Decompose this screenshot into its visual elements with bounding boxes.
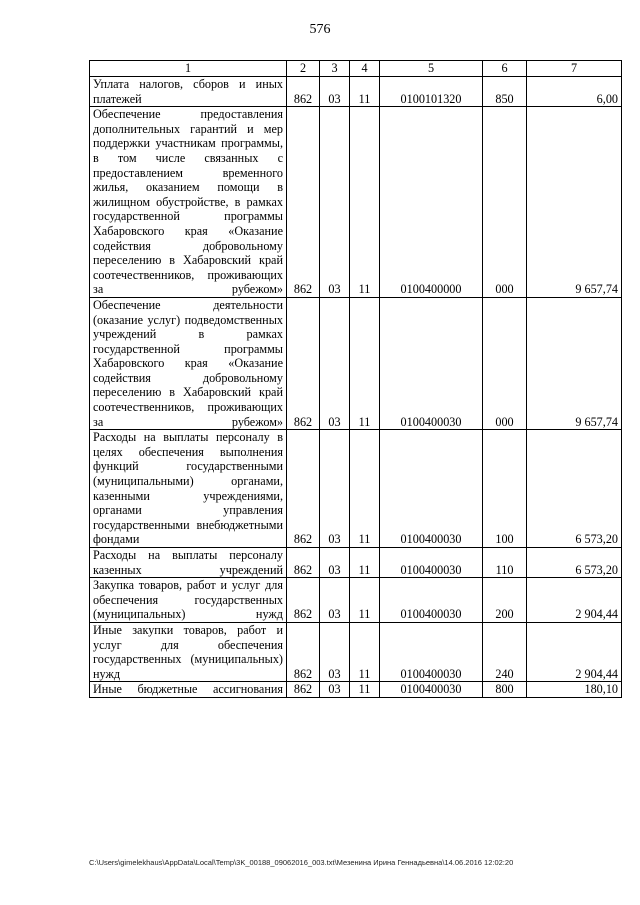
budget-table bbox=[89, 60, 622, 698]
target-article-code: 0100400030 bbox=[380, 548, 483, 578]
table-row bbox=[90, 297, 622, 429]
subsection-code: 11 bbox=[350, 548, 380, 578]
amount: 2 904,44 bbox=[527, 578, 622, 623]
section-code: 03 bbox=[320, 430, 350, 548]
target-article-code: 0100400030 bbox=[380, 430, 483, 548]
row-description: Закупка товаров, работ и услуг для обеспечения государственных (муниципальных) нужд bbox=[90, 578, 287, 623]
row-description: Обеспечение предоставления дополнительных гарантий и мер поддержки участникам программы, в том числе связанных с предоставлением временного жилья, оказанием помощи в жилищном обустройстве, в рамках государственной программы Хабаровского края «Оказание содействия добровольному переселению в Хабаровский край соотечественников, проживающих за рубежом» bbox=[90, 107, 287, 298]
column-header: 3 bbox=[320, 61, 350, 77]
subsection-code: 11 bbox=[350, 297, 380, 429]
section-code: 03 bbox=[320, 297, 350, 429]
ministry-code: 862 bbox=[287, 622, 320, 681]
table-row bbox=[90, 682, 622, 698]
column-header: 2 bbox=[287, 61, 320, 77]
column-header: 7 bbox=[527, 61, 622, 77]
amount: 6,00 bbox=[527, 77, 622, 107]
subsection-code: 11 bbox=[350, 682, 380, 698]
target-article-code: 0100101320 bbox=[380, 77, 483, 107]
section-code: 03 bbox=[320, 107, 350, 298]
row-description: Уплата налогов, сборов и иных платежей bbox=[90, 77, 287, 107]
table-row bbox=[90, 430, 622, 548]
section-code: 03 bbox=[320, 682, 350, 698]
ministry-code: 862 bbox=[287, 297, 320, 429]
amount: 6 573,20 bbox=[527, 430, 622, 548]
subsection-code: 11 bbox=[350, 578, 380, 623]
column-header: 1 bbox=[90, 61, 287, 77]
row-description: Иные бюджетные ассигнования bbox=[90, 682, 287, 698]
table-row bbox=[90, 77, 622, 107]
amount: 9 657,74 bbox=[527, 297, 622, 429]
ministry-code: 862 bbox=[287, 548, 320, 578]
section-code: 03 bbox=[320, 548, 350, 578]
ministry-code: 862 bbox=[287, 107, 320, 298]
table-row bbox=[90, 622, 622, 681]
section-code: 03 bbox=[320, 622, 350, 681]
amount: 2 904,44 bbox=[527, 622, 622, 681]
expense-type-code: 200 bbox=[483, 578, 527, 623]
subsection-code: 11 bbox=[350, 107, 380, 298]
row-description: Расходы на выплаты персоналу в целях обеспечения выполнения функций государственными (муниципальными) органами, казенными учреждениями, органами управления государственными внебюджетными фондами bbox=[90, 430, 287, 548]
expense-type-code: 110 bbox=[483, 548, 527, 578]
amount: 6 573,20 bbox=[527, 548, 622, 578]
column-header: 5 bbox=[380, 61, 483, 77]
column-header: 6 bbox=[483, 61, 527, 77]
expense-type-code: 100 bbox=[483, 430, 527, 548]
table-row bbox=[90, 548, 622, 578]
row-description: Иные закупки товаров, работ и услуг для обеспечения государственных (муниципальных) нужд bbox=[90, 622, 287, 681]
section-code: 03 bbox=[320, 578, 350, 623]
target-article-code: 0100400030 bbox=[380, 578, 483, 623]
expense-type-code: 000 bbox=[483, 297, 527, 429]
ministry-code: 862 bbox=[287, 430, 320, 548]
amount: 9 657,74 bbox=[527, 107, 622, 298]
section-code: 03 bbox=[320, 77, 350, 107]
ministry-code: 862 bbox=[287, 682, 320, 698]
table-row bbox=[90, 578, 622, 623]
expense-type-code: 800 bbox=[483, 682, 527, 698]
expense-type-code: 240 bbox=[483, 622, 527, 681]
subsection-code: 11 bbox=[350, 622, 380, 681]
subsection-code: 11 bbox=[350, 77, 380, 107]
ministry-code: 862 bbox=[287, 77, 320, 107]
target-article-code: 0100400030 bbox=[380, 682, 483, 698]
row-description: Расходы на выплаты персоналу казенных учреждений bbox=[90, 548, 287, 578]
amount: 180,10 bbox=[527, 682, 622, 698]
expense-type-code: 000 bbox=[483, 107, 527, 298]
table-header-row bbox=[90, 61, 622, 77]
target-article-code: 0100400000 bbox=[380, 107, 483, 298]
subsection-code: 11 bbox=[350, 430, 380, 548]
row-description: Обеспечение деятельности (оказание услуг) подведомственных учреждений в рамках государственной программы Хабаровского края «Оказание содействия добровольному переселению в Хабаровский край соотечественников, проживающих за рубежом» bbox=[90, 297, 287, 429]
expense-type-code: 850 bbox=[483, 77, 527, 107]
target-article-code: 0100400030 bbox=[380, 622, 483, 681]
ministry-code: 862 bbox=[287, 578, 320, 623]
document-footer-path: C:\Users\gimelekhaus\AppData\Local\Temp\3K_00188_09062016_003.txt\Мезенина Ирина Геннадьевна\14.06.2016 12:02:20 bbox=[89, 858, 514, 867]
column-header: 4 bbox=[350, 61, 380, 77]
table-row bbox=[90, 107, 622, 298]
page-number: 576 bbox=[309, 22, 331, 37]
target-article-code: 0100400030 bbox=[380, 297, 483, 429]
